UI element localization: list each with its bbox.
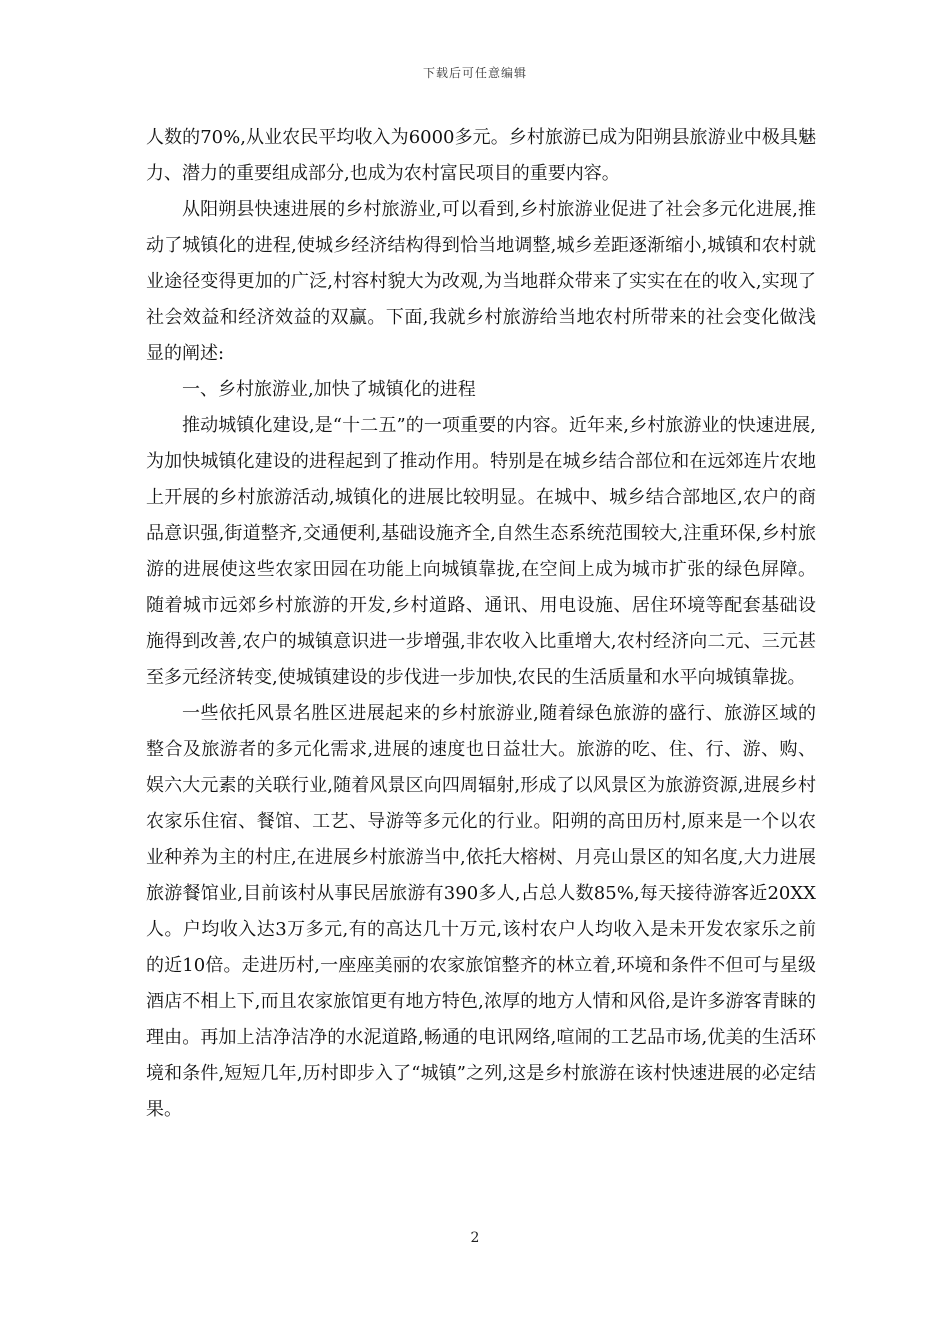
paragraph: 推动城镇化建设,是“十二五”的一项重要的内容。近年来,乡村旅游业的快速进展,为加快城镇化建设的进程起到了推动作用。特别是在城乡结合部位和在远郊连片农地上开展的乡村旅游活动,城镇化的进展比较明显。在城中、城乡结合部地区,农户的商品意识强,街道整齐,交通便利,基础设施齐全,自然生态系统范围较大,注重环保,乡村旅游的进展使这些农家田园在功能上向城镇靠拢,在空间上成为城市扩张的绿色屏障。随着城市远郊乡村旅游的开发,乡村道路、通讯、用电设施、居住环境等配套基础设施得到改善,农户的城镇意识进一步增强,非农收入比重增大,农村经济向二元、三元甚至多元经济转变,使城镇建设的步伐进一步加快,农民的生活质量和水平向城镇靠拢。 — [146, 415, 816, 688]
paragraph: 人数的70%,从业农民平均收入为6000多元。乡村旅游已成为阳朔县旅游业中极具魅力、潜力的重要组成部分,也成为农村富民项目的重要内容。 — [146, 127, 816, 184]
page-header: 下载后可任意编辑 — [422, 66, 527, 80]
section-heading: 一、乡村旅游业,加快了城镇化的进程 — [182, 379, 476, 400]
paragraph: 从阳朔县快速进展的乡村旅游业,可以看到,乡村旅游业促进了社会多元化进展,推动了城镇化的进程,使城乡经济结构得到恰当地调整,城乡差距逐渐缩小,城镇和农村就业途径变得更加的广泛,村容村貌大为改观,为当地群众带来了实实在在的收入,实现了社会效益和经济效益的双赢。下面,我就乡村旅游给当地农村所带来的社会变化做浅显的阐述: — [146, 199, 816, 364]
page-number: 2 — [470, 1230, 480, 1246]
paragraph: 一些依托风景名胜区进展起来的乡村旅游业,随着绿色旅游的盛行、旅游区域的整合及旅游者的多元化需求,进展的速度也日益壮大。旅游的吃、住、行、游、购、娱六大元素的关联行业,随着风景区向四周辐射,形成了以风景区为旅游资源,进展乡村农家乐住宿、餐馆、工艺、导游等多元化的行业。阳朔的高田历村,原来是一个以农业种养为主的村庄,在进展乡村旅游当中,依托大榕树、月亮山景区的知名度,大力进展旅游餐馆业,目前该村从事民居旅游有390多人,占总人数85%,每天接待游客近20XX人。户均收入达3万多元,有的高达几十万元,该村农户人均收入是未开发农家乐之前的近10倍。走进历村,一座座美丽的农家旅馆整齐的林立着,环境和条件不但可与星级酒店不相上下,而且农家旅馆更有地方特色,浓厚的地方人情和风俗,是许多游客青睐的理由。再加上洁净洁净的水泥道路,畅通的电讯网络,喧闹的工艺品市场,优美的生活环境和条件,短短几年,历村即步入了“城镇”之列,这是乡村旅游在该村快速进展的必定结果。 — [146, 703, 816, 1120]
document-body — [146, 120, 816, 1128]
